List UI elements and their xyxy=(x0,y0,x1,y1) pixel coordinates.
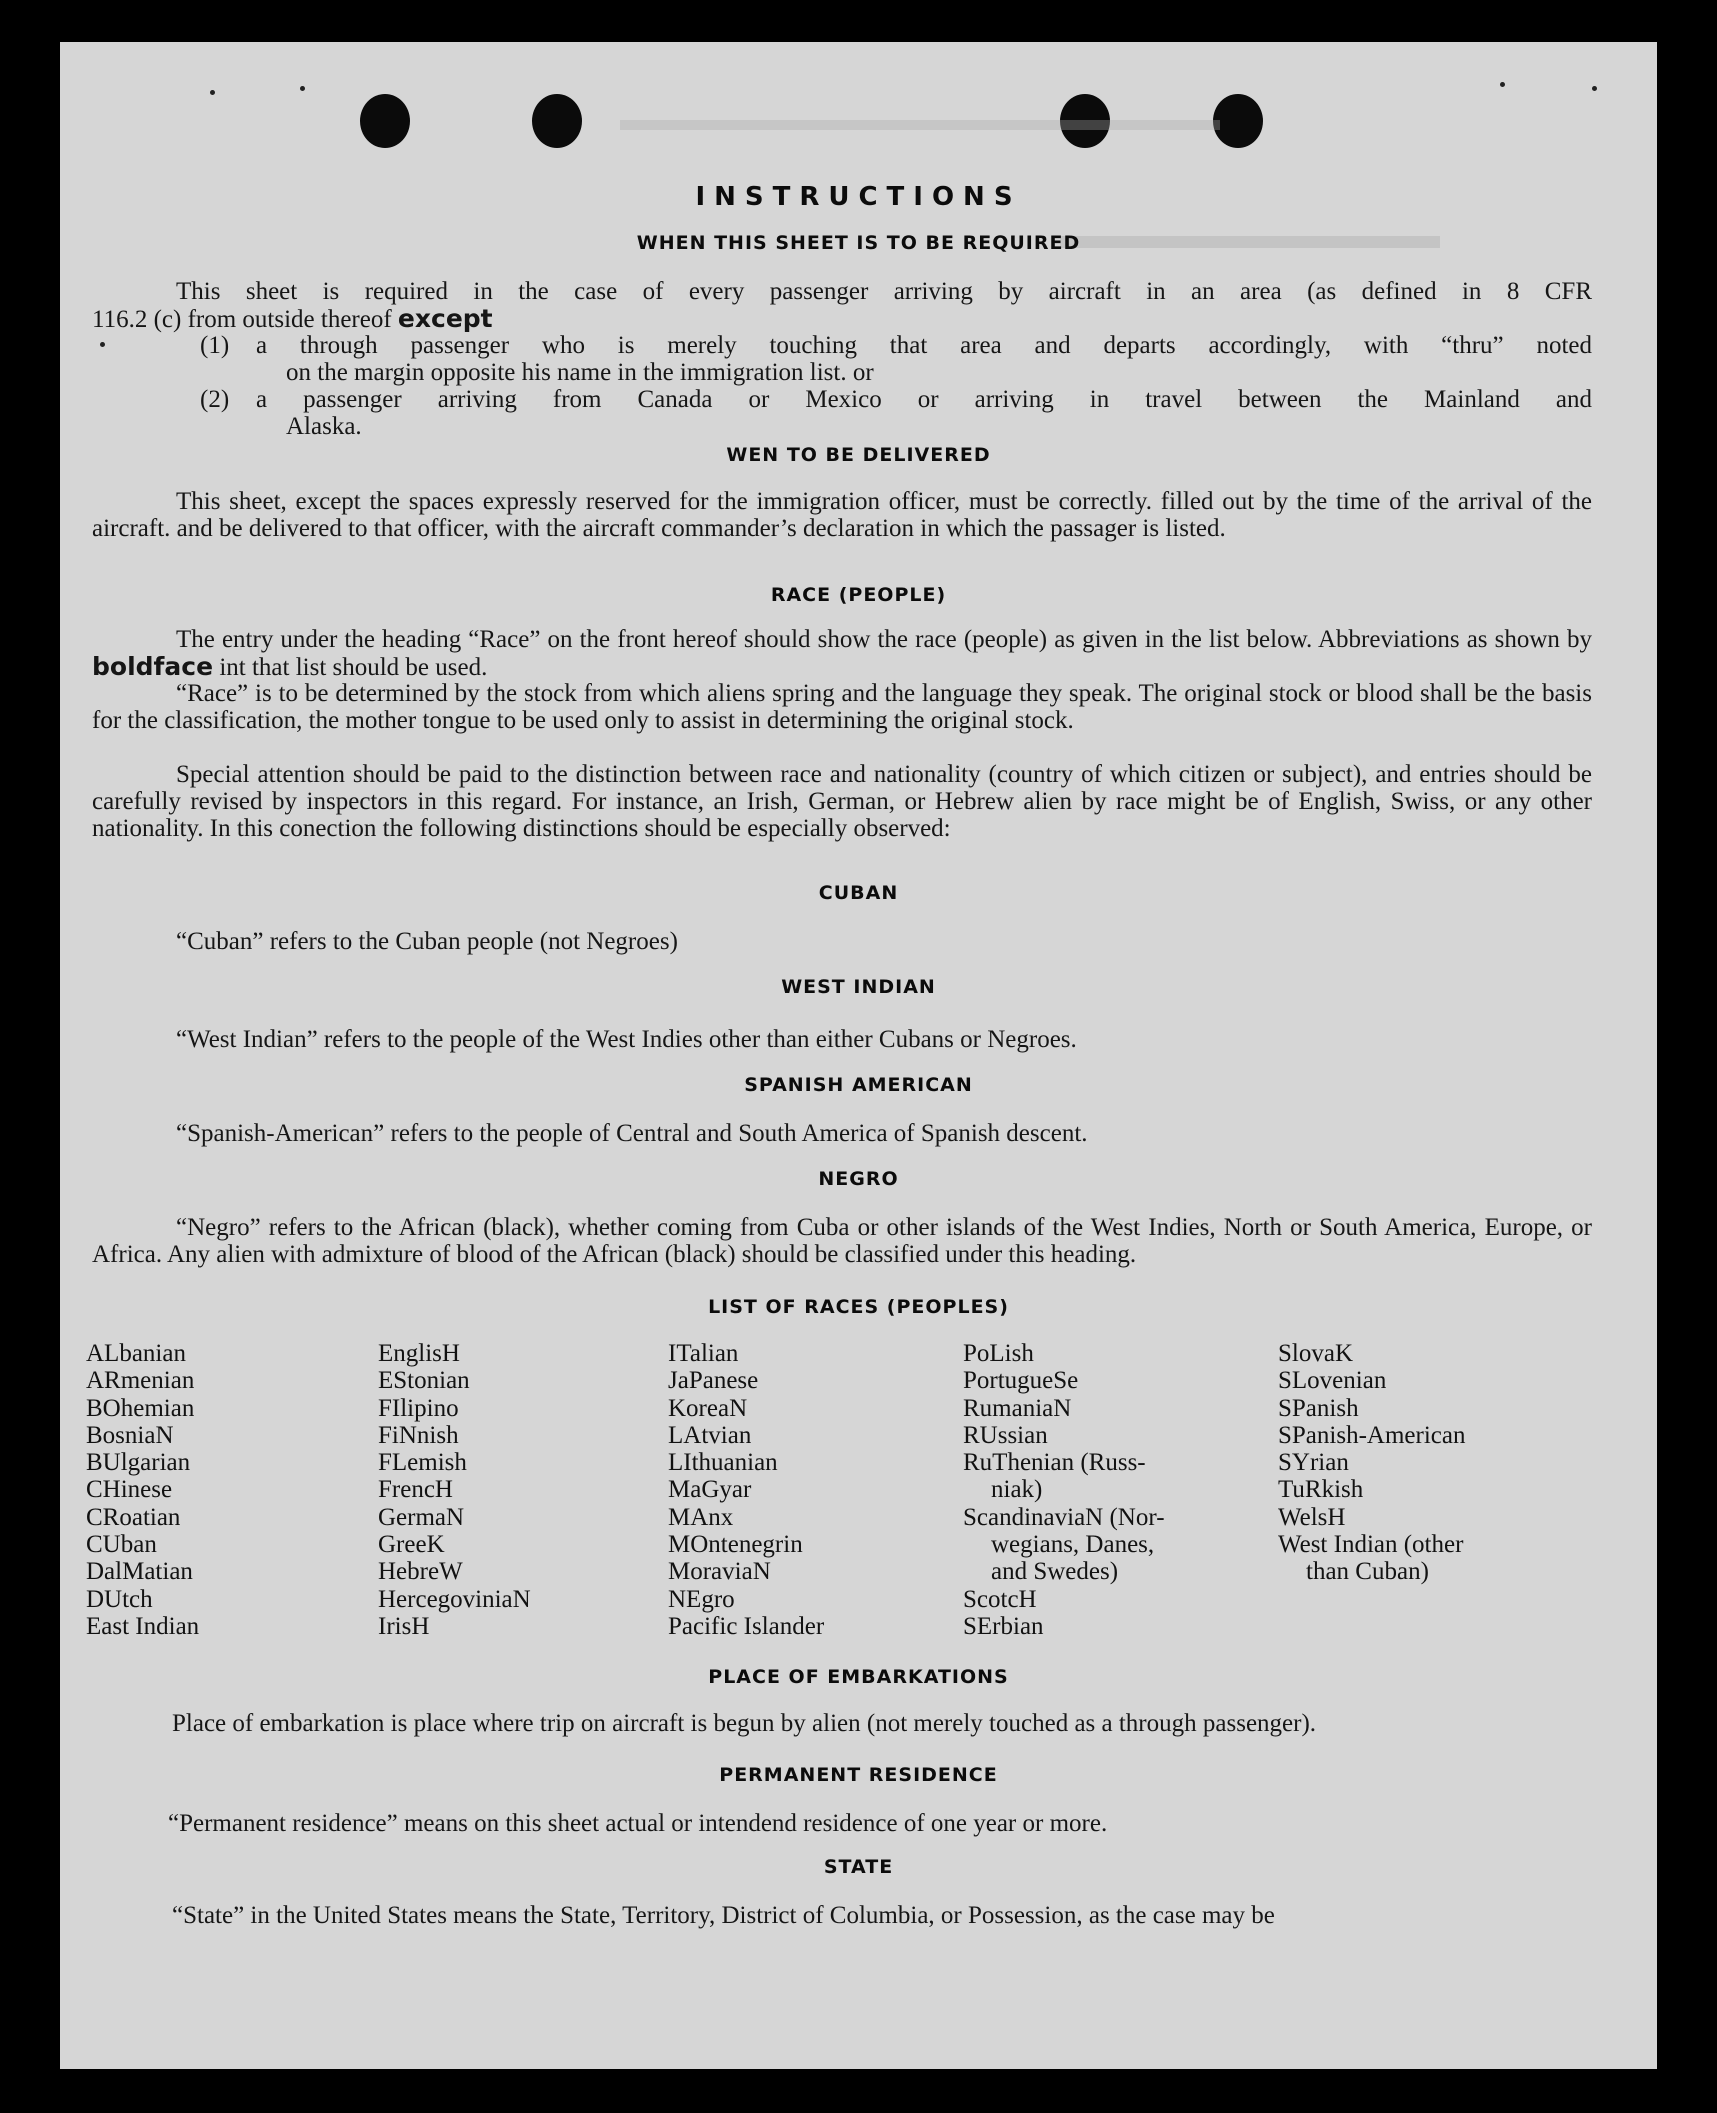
race-item: PortugueSe xyxy=(963,1367,1079,1395)
list-number: (2) xyxy=(200,386,230,413)
paragraph-line xyxy=(92,305,493,333)
race-item: LAtvian xyxy=(668,1421,752,1449)
paragraph-text: 116.2 (c) from outside thereof xyxy=(92,306,392,333)
race-item: RuThenian (Russ- xyxy=(963,1449,1146,1477)
section-heading: NEGRO xyxy=(818,1168,899,1190)
emphasis-text: except xyxy=(397,304,493,333)
race-column-5 xyxy=(1278,1340,1465,1586)
race-item: NEgro xyxy=(668,1585,735,1613)
race-item: CRoatian xyxy=(86,1503,181,1531)
race-item: CUban xyxy=(86,1531,157,1559)
punch-hole xyxy=(1213,94,1263,148)
section-heading: STATE xyxy=(823,1856,894,1878)
race-item: SLovenian xyxy=(1278,1367,1387,1395)
list-item-text: on the margin opposite his name in the immigration list. or xyxy=(286,359,874,386)
race-item: GermaN xyxy=(378,1503,465,1531)
race-item: West Indian (other xyxy=(1278,1531,1464,1559)
race-item: HebreW xyxy=(378,1558,463,1586)
paragraph-line: “West Indian” refers to the people of the West Indies other than either Cubans or Negroes. xyxy=(176,1026,1077,1053)
race-item: MoraviaN xyxy=(668,1558,771,1586)
race-item: SYrian xyxy=(1278,1449,1349,1477)
paragraph: Place of embarkation is place where trip on aircraft is begun by alien (not merely touched as a through passenger). xyxy=(172,1710,1317,1737)
race-item: RUssian xyxy=(963,1421,1048,1449)
section-heading: WHEN THIS SHEET IS TO BE REQUIRED xyxy=(636,232,1081,254)
section-heading: WEN TO BE DELIVERED xyxy=(726,444,991,466)
race-item: SPanish-American xyxy=(1278,1421,1466,1449)
document-sheet xyxy=(60,42,1657,2069)
race-item: GreeK xyxy=(378,1531,445,1559)
section-heading: PLACE OF EMBARKATIONS xyxy=(708,1666,1009,1688)
race-item: Pacific Islander xyxy=(668,1612,825,1640)
speck xyxy=(1500,82,1505,87)
race-item: FIlipino xyxy=(378,1394,459,1422)
punch-hole xyxy=(360,94,410,148)
race-item: ALbanian xyxy=(86,1340,186,1367)
race-item-continued: wegians, Danes, xyxy=(991,1531,1155,1559)
race-item: KoreaN xyxy=(668,1394,748,1422)
race-item: ITalian xyxy=(668,1340,739,1367)
speck xyxy=(210,90,215,95)
race-item-continued: niak) xyxy=(991,1476,1043,1504)
race-item: BOhemian xyxy=(86,1394,195,1422)
paragraph: “State” in the United States means the State, Territory, District of Columbia, or Possession, as the case may be xyxy=(172,1902,1275,1929)
paragraph: This sheet, except the spaces expressly reserved for the immigration officer, must be correctly. filled out by the time of the arrival of the aircraft. and be delivered to that officer, with the aircraft commander’s declaration in which the passager is listed. xyxy=(92,488,1592,542)
paragraph: “Race” is to be determined by the stock from which aliens spring and the language they speak. The original stock or blood shall be the basis for the classification, the mother tongue to be used only to assist in determining the original stock. xyxy=(92,680,1592,734)
list-number: (1) xyxy=(200,332,230,359)
paragraph: “Negro” refers to the African (black), whether coming from Cuba or other islands of the West Indies, North or South America, Europe, or Africa. Any alien with admixture of blood of the African (black) should be classified under this heading. xyxy=(92,1214,1592,1268)
race-item: SlovaK xyxy=(1278,1340,1353,1367)
race-item: BUlgarian xyxy=(86,1449,191,1477)
race-item: CHinese xyxy=(86,1476,173,1504)
list-item-text: a passenger arriving from Canada or Mexico or arriving in travel between the Mainland and xyxy=(256,386,1592,413)
list-item-text: Alaska. xyxy=(286,413,362,440)
race-item: East Indian xyxy=(86,1612,200,1640)
race-item: RumaniaN xyxy=(963,1394,1072,1422)
section-heading: PERMANENT RESIDENCE xyxy=(719,1764,998,1786)
section-heading: SPANISH AMERICAN xyxy=(744,1074,973,1096)
race-item: SPanish xyxy=(1278,1394,1359,1422)
race-item: ARmenian xyxy=(86,1367,195,1395)
race-item: HercegoviniaN xyxy=(378,1585,531,1613)
speck xyxy=(100,342,105,347)
speck xyxy=(300,86,305,91)
paragraph: Special attention should be paid to the distinction between race and nationality (country of which citizen or subject), and entries should be carefully revised by inspectors in this regard. For instance, an Irish, German, or Hebrew alien by race might be of English, Swiss, or any other nationality. In this conection the following distinctions should be especially observed: xyxy=(92,761,1592,842)
instructions-title: INSTRUCTIONS xyxy=(695,182,1022,212)
speck xyxy=(1592,86,1597,91)
race-item: LIthuanian xyxy=(668,1449,778,1477)
race-item: ScotcH xyxy=(963,1585,1037,1613)
emphasis-text: boldface xyxy=(92,652,214,681)
race-column-3 xyxy=(668,1340,824,1640)
section-heading: LIST OF RACES (PEOPLES) xyxy=(708,1296,1009,1318)
paragraph-line: This sheet is required in the case of every passenger arriving by aircraft in an area (as defined in 8 CFR xyxy=(176,278,1592,305)
race-column-1 xyxy=(86,1340,199,1640)
race-item: DUtch xyxy=(86,1585,153,1613)
bleed-through xyxy=(620,120,1220,190)
paragraph-line: “Permanent residence” means on this sheet actual or intendend residence of one year or more. xyxy=(168,1810,1108,1837)
race-item: FiNnish xyxy=(378,1421,459,1449)
paragraph-line: “Cuban” refers to the Cuban people (not Negroes) xyxy=(176,928,678,955)
race-item: ScandinaviaN (Nor- xyxy=(963,1503,1165,1531)
race-item: PoLish xyxy=(963,1340,1034,1367)
list-item-text: a through passenger who is merely touching that area and departs accordingly, with “thru” noted xyxy=(256,332,1592,359)
race-item: TuRkish xyxy=(1278,1476,1364,1504)
paragraph-text: The entry under the heading “Race” on the front hereof should show the race (people) as given in the list below. Abbreviations as shown by xyxy=(176,626,1592,653)
punch-hole xyxy=(532,94,582,148)
paragraph xyxy=(92,626,1592,681)
race-item: IrisH xyxy=(378,1612,430,1640)
race-item-continued: than Cuban) xyxy=(1306,1558,1429,1586)
race-column-2 xyxy=(378,1340,531,1640)
race-item: BosniaN xyxy=(86,1421,174,1449)
section-heading: CUBAN xyxy=(818,882,899,904)
race-item: MOntenegrin xyxy=(668,1531,803,1559)
race-item: WelsH xyxy=(1278,1503,1346,1531)
race-item: EnglisH xyxy=(378,1340,460,1367)
race-item: EStonian xyxy=(378,1367,470,1395)
race-item: JaPanese xyxy=(668,1367,759,1395)
race-item: FrencH xyxy=(378,1476,453,1504)
race-column-4 xyxy=(963,1340,1165,1640)
paragraph-line: “Spanish-American” refers to the people of Central and South America of Spanish descent. xyxy=(176,1120,1088,1147)
section-heading: WEST INDIAN xyxy=(781,976,936,998)
paragraph-text: int that list should be used. xyxy=(219,654,488,681)
race-item: MAnx xyxy=(668,1503,734,1531)
race-item-continued: and Swedes) xyxy=(991,1558,1119,1586)
race-item: SErbian xyxy=(963,1612,1044,1640)
race-item: MaGyar xyxy=(668,1476,752,1504)
race-item: FLemish xyxy=(378,1449,467,1477)
section-heading: RACE (PEOPLE) xyxy=(770,584,947,606)
race-item: DalMatian xyxy=(86,1558,193,1586)
